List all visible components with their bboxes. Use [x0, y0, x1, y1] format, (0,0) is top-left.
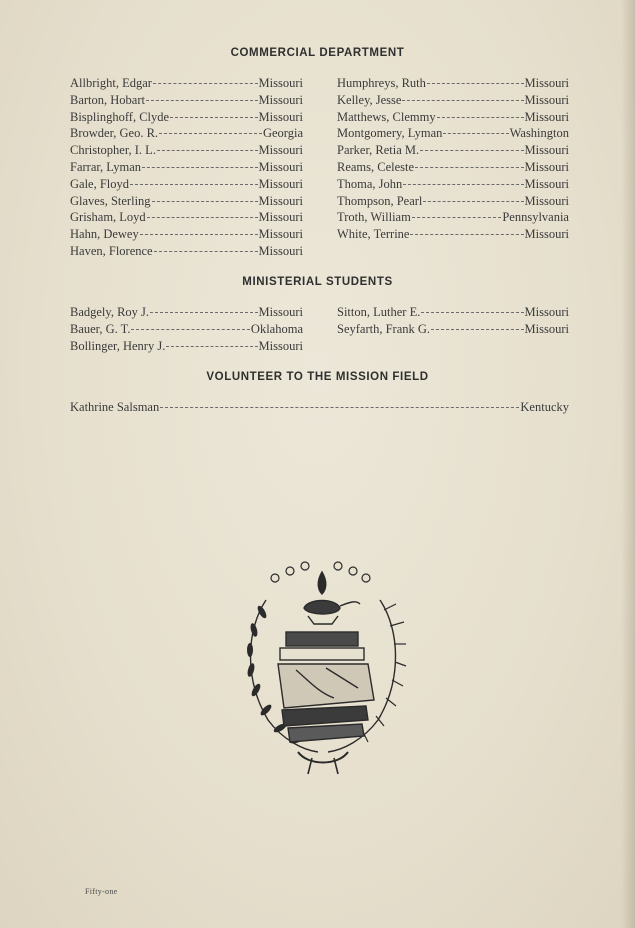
roster-entry	[70, 92, 303, 109]
commercial-heading: COMMERCIAL DEPARTMENT	[230, 47, 405, 59]
roster-entry	[70, 304, 303, 321]
home-state: Pennsylvania	[502, 210, 569, 225]
student-name: Sitton, Luther E.	[337, 305, 421, 319]
roster-entry	[70, 142, 303, 159]
student-name: Bauer, G. T.	[70, 321, 131, 336]
page-edge-shadow	[621, 0, 635, 928]
home-state: Missouri	[524, 305, 569, 319]
ministerial-left-column	[70, 304, 303, 354]
dot-leader	[150, 312, 258, 313]
roster-entry	[337, 209, 569, 226]
home-state: Oklahoma	[250, 321, 303, 336]
dot-leader	[437, 117, 524, 118]
dot-leader	[154, 251, 258, 252]
dot-leader	[166, 346, 257, 347]
student-name: Grisham, Loyd	[70, 210, 146, 225]
home-state: Missouri	[258, 176, 303, 191]
student-name: Thompson, Pearl	[337, 193, 423, 208]
home-state: Missouri	[258, 92, 303, 107]
dot-leader	[146, 100, 258, 101]
roster-entry	[337, 159, 569, 176]
roster-entry	[70, 159, 303, 176]
roster-entry	[337, 176, 569, 193]
student-name: Seyfarth, Frank G.	[337, 321, 431, 336]
roster-entry	[70, 321, 303, 338]
dot-leader	[170, 117, 257, 118]
home-state: Missouri	[258, 243, 303, 258]
home-state: Missouri	[258, 109, 303, 124]
home-state: Missouri	[524, 176, 569, 191]
student-name: Barton, Hobart	[70, 92, 145, 107]
student-name: Montgomery, Lyman	[337, 126, 443, 141]
student-name: Troth, William	[337, 210, 411, 225]
student-name: Parker, Retia M.	[337, 143, 420, 158]
roster-entry	[70, 399, 569, 416]
student-name: Allbright, Edgar	[70, 76, 152, 90]
home-state: Missouri	[258, 210, 303, 225]
student-name: Glaves, Sterling	[70, 193, 151, 208]
dot-leader	[147, 217, 258, 218]
volunteer-list	[70, 399, 569, 416]
roster-entry	[337, 321, 569, 338]
dot-leader	[131, 329, 249, 330]
ministerial-right-column	[337, 304, 569, 338]
roster-entry	[70, 75, 303, 92]
student-name: Christopher, I. L.	[70, 143, 156, 158]
dot-leader	[412, 217, 502, 218]
student-name: Hahn, Dewey	[70, 227, 139, 242]
dot-leader	[157, 150, 258, 151]
dot-leader	[415, 167, 523, 168]
dot-leader	[402, 100, 523, 101]
dot-leader	[427, 83, 524, 84]
dot-leader	[431, 329, 524, 330]
roster-entry	[70, 243, 303, 260]
home-state: Missouri	[258, 159, 303, 174]
roster-entry	[337, 125, 569, 142]
roster-entry	[70, 109, 303, 126]
ministerial-heading: MINISTERIAL STUDENTS	[242, 276, 393, 288]
student-name: Farrar, Lyman	[70, 159, 142, 174]
roster-entry	[70, 125, 303, 142]
student-name: Browder, Geo. R.	[70, 126, 159, 141]
dot-leader	[421, 312, 523, 313]
dot-leader	[142, 167, 258, 168]
commercial-left-column	[70, 75, 303, 260]
home-state: Kentucky	[520, 400, 569, 414]
dot-leader	[160, 407, 519, 408]
dot-leader	[159, 133, 262, 134]
roster-entry	[70, 193, 303, 210]
student-name: Matthews, Clemmy	[337, 109, 436, 124]
home-state: Missouri	[524, 143, 569, 158]
home-state: Georgia	[262, 126, 303, 141]
student-name: White, Terrine	[337, 227, 410, 242]
student-name: Thoma, John	[337, 176, 403, 191]
student-name: Reams, Celeste	[337, 159, 415, 174]
home-state: Missouri	[258, 193, 303, 208]
home-state: Missouri	[258, 227, 303, 242]
student-name: Bollinger, Henry J.	[70, 338, 166, 353]
commercial-right-column	[337, 75, 569, 243]
student-name: Bisplinghoff, Clyde	[70, 109, 170, 124]
roster-entry	[70, 338, 303, 355]
student-name: Haven, Florence	[70, 243, 153, 258]
student-name: Kathrine Salsman	[70, 400, 160, 414]
home-state: Missouri	[258, 338, 303, 353]
student-name: Gale, Floyd	[70, 176, 130, 191]
home-state: Missouri	[524, 193, 569, 208]
roster-entry	[337, 75, 569, 92]
student-name: Kelley, Jesse	[337, 92, 402, 107]
dot-leader	[423, 201, 523, 202]
home-state: Missouri	[258, 143, 303, 158]
lamp-of-learning-emblem-icon	[238, 560, 408, 780]
home-state: Missouri	[524, 109, 569, 124]
roster-entry	[70, 209, 303, 226]
dot-leader	[443, 133, 508, 134]
dot-leader	[403, 184, 523, 185]
roster-entry	[337, 304, 569, 321]
home-state: Missouri	[258, 305, 303, 319]
dot-leader	[410, 234, 523, 235]
home-state: Missouri	[524, 76, 569, 90]
dot-leader	[130, 184, 258, 185]
volunteer-heading: VOLUNTEER TO THE MISSION FIELD	[206, 371, 429, 383]
home-state: Missouri	[524, 227, 569, 242]
roster-entry	[70, 226, 303, 243]
roster-entry	[337, 92, 569, 109]
roster-entry	[337, 109, 569, 126]
page-number-label: Fifty-one	[85, 887, 118, 896]
dot-leader	[420, 150, 523, 151]
home-state: Missouri	[258, 76, 303, 90]
dot-leader	[153, 83, 258, 84]
home-state: Missouri	[524, 159, 569, 174]
dot-leader	[140, 234, 258, 235]
home-state: Washington	[509, 126, 569, 141]
home-state: Missouri	[524, 92, 569, 107]
roster-entry	[337, 142, 569, 159]
roster-entry	[70, 176, 303, 193]
student-name: Badgely, Roy J.	[70, 305, 150, 319]
student-name: Humphreys, Ruth	[337, 76, 426, 90]
roster-entry	[337, 193, 569, 210]
home-state: Missouri	[524, 321, 569, 336]
dot-leader	[152, 201, 258, 202]
roster-entry	[337, 226, 569, 243]
